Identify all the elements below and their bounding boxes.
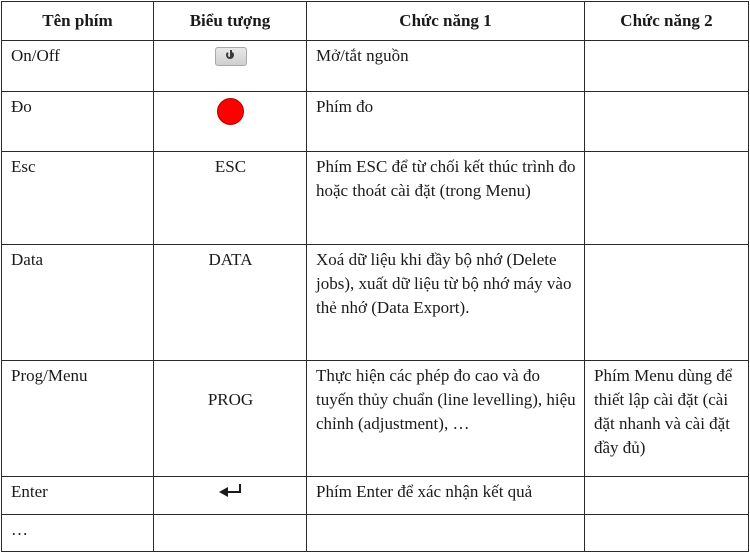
function1-cell: Phím ESC để từ chối kết thúc trình đo hoặc thoát cài đặt (trong Menu) bbox=[307, 152, 585, 245]
table-row bbox=[2, 245, 749, 361]
symbol-cell bbox=[154, 41, 307, 92]
symbol-cell: DATA bbox=[154, 245, 307, 361]
function2-cell bbox=[585, 515, 749, 552]
function1-cell: Thực hiện các phép đo cao và đo tuyến thủy chuẩn (line levelling), hiệu chỉnh (adjustment), … bbox=[307, 361, 585, 477]
enter-arrow-icon bbox=[218, 483, 244, 497]
table-row bbox=[2, 515, 749, 552]
power-button-icon bbox=[215, 47, 247, 66]
function2-cell bbox=[585, 92, 749, 152]
header-function-2: Chức năng 2 bbox=[585, 2, 749, 41]
key-name-cell: On/Off bbox=[2, 41, 154, 92]
symbol-cell bbox=[154, 361, 307, 477]
function2-cell bbox=[585, 245, 749, 361]
function2-cell bbox=[585, 152, 749, 245]
table-row bbox=[2, 361, 749, 477]
key-name-cell: Enter bbox=[2, 477, 154, 515]
symbol-cell bbox=[154, 92, 307, 152]
function1-cell: Phím đo bbox=[307, 92, 585, 152]
symbol-cell bbox=[154, 477, 307, 515]
key-name-cell: … bbox=[2, 515, 154, 552]
function1-cell: Xoá dữ liệu khi đầy bộ nhớ (Delete jobs), xuất dữ liệu từ bộ nhớ máy vào thẻ nhớ (Data Export). bbox=[307, 245, 585, 361]
key-name-cell: Esc bbox=[2, 152, 154, 245]
red-circle-icon bbox=[217, 98, 244, 125]
prog-label: PROG bbox=[207, 390, 254, 409]
function2-cell: Phím Menu dùng để thiết lập cài đặt (cài đặt nhanh và cài đặt đầy đủ) bbox=[585, 361, 749, 477]
function2-cell bbox=[585, 477, 749, 515]
header-key-name: Tên phím bbox=[2, 2, 154, 41]
function1-cell bbox=[307, 515, 585, 552]
table-header-row bbox=[2, 2, 749, 41]
key-name-cell: Prog/Menu bbox=[2, 361, 154, 477]
function2-cell bbox=[585, 41, 749, 92]
key-function-table bbox=[1, 1, 749, 552]
table-row bbox=[2, 477, 749, 515]
header-symbol: Biểu tượng bbox=[154, 2, 307, 41]
table-row bbox=[2, 92, 749, 152]
key-name-cell: Đo bbox=[2, 92, 154, 152]
symbol-cell: ESC bbox=[154, 152, 307, 245]
table-row bbox=[2, 152, 749, 245]
key-name-cell: Data bbox=[2, 245, 154, 361]
header-function-1: Chức năng 1 bbox=[307, 2, 585, 41]
table-row bbox=[2, 41, 749, 92]
function1-cell: Phím Enter để xác nhận kết quả bbox=[307, 477, 585, 515]
function1-cell: Mở/tắt nguồn bbox=[307, 41, 585, 92]
symbol-cell bbox=[154, 515, 307, 552]
